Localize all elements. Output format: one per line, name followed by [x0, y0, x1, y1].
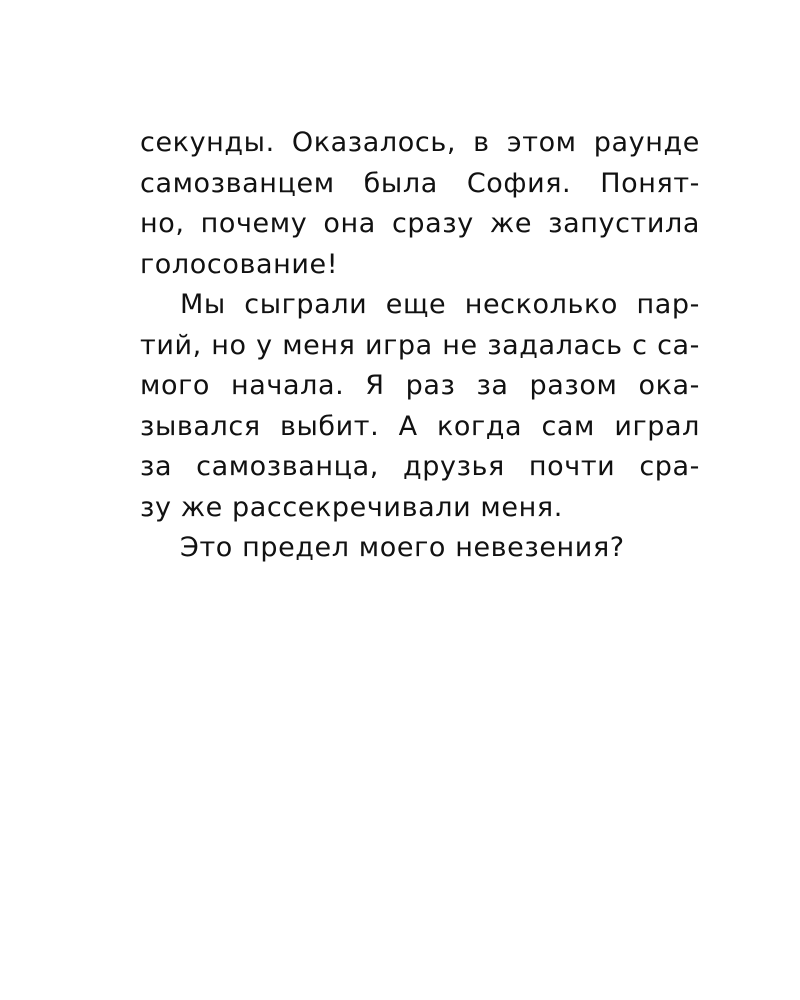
text-line: мого начала. Я раз за разом ока-: [140, 370, 700, 401]
body-text: [140, 123, 700, 569]
text-line: секунды. Оказалось, в этом раунде: [140, 127, 700, 158]
text-line: тий, но у меня игра не задалась с са-: [140, 329, 700, 361]
text-line: самозванцем была София. Понят-: [140, 167, 700, 199]
text-line: Это предел моего невезения?: [180, 532, 625, 563]
text-line: за самозванца, друзья почти сра-: [140, 451, 700, 482]
text-line: но, почему она сразу же запустила: [140, 208, 700, 239]
text-line: зывался выбит. А когда сам играл: [140, 410, 700, 442]
text-line: Мы сыграли еще несколько пар-: [180, 289, 700, 320]
text-line: голосование!: [140, 248, 339, 280]
text-line: зу же рассекречивали меня.: [140, 491, 563, 523]
